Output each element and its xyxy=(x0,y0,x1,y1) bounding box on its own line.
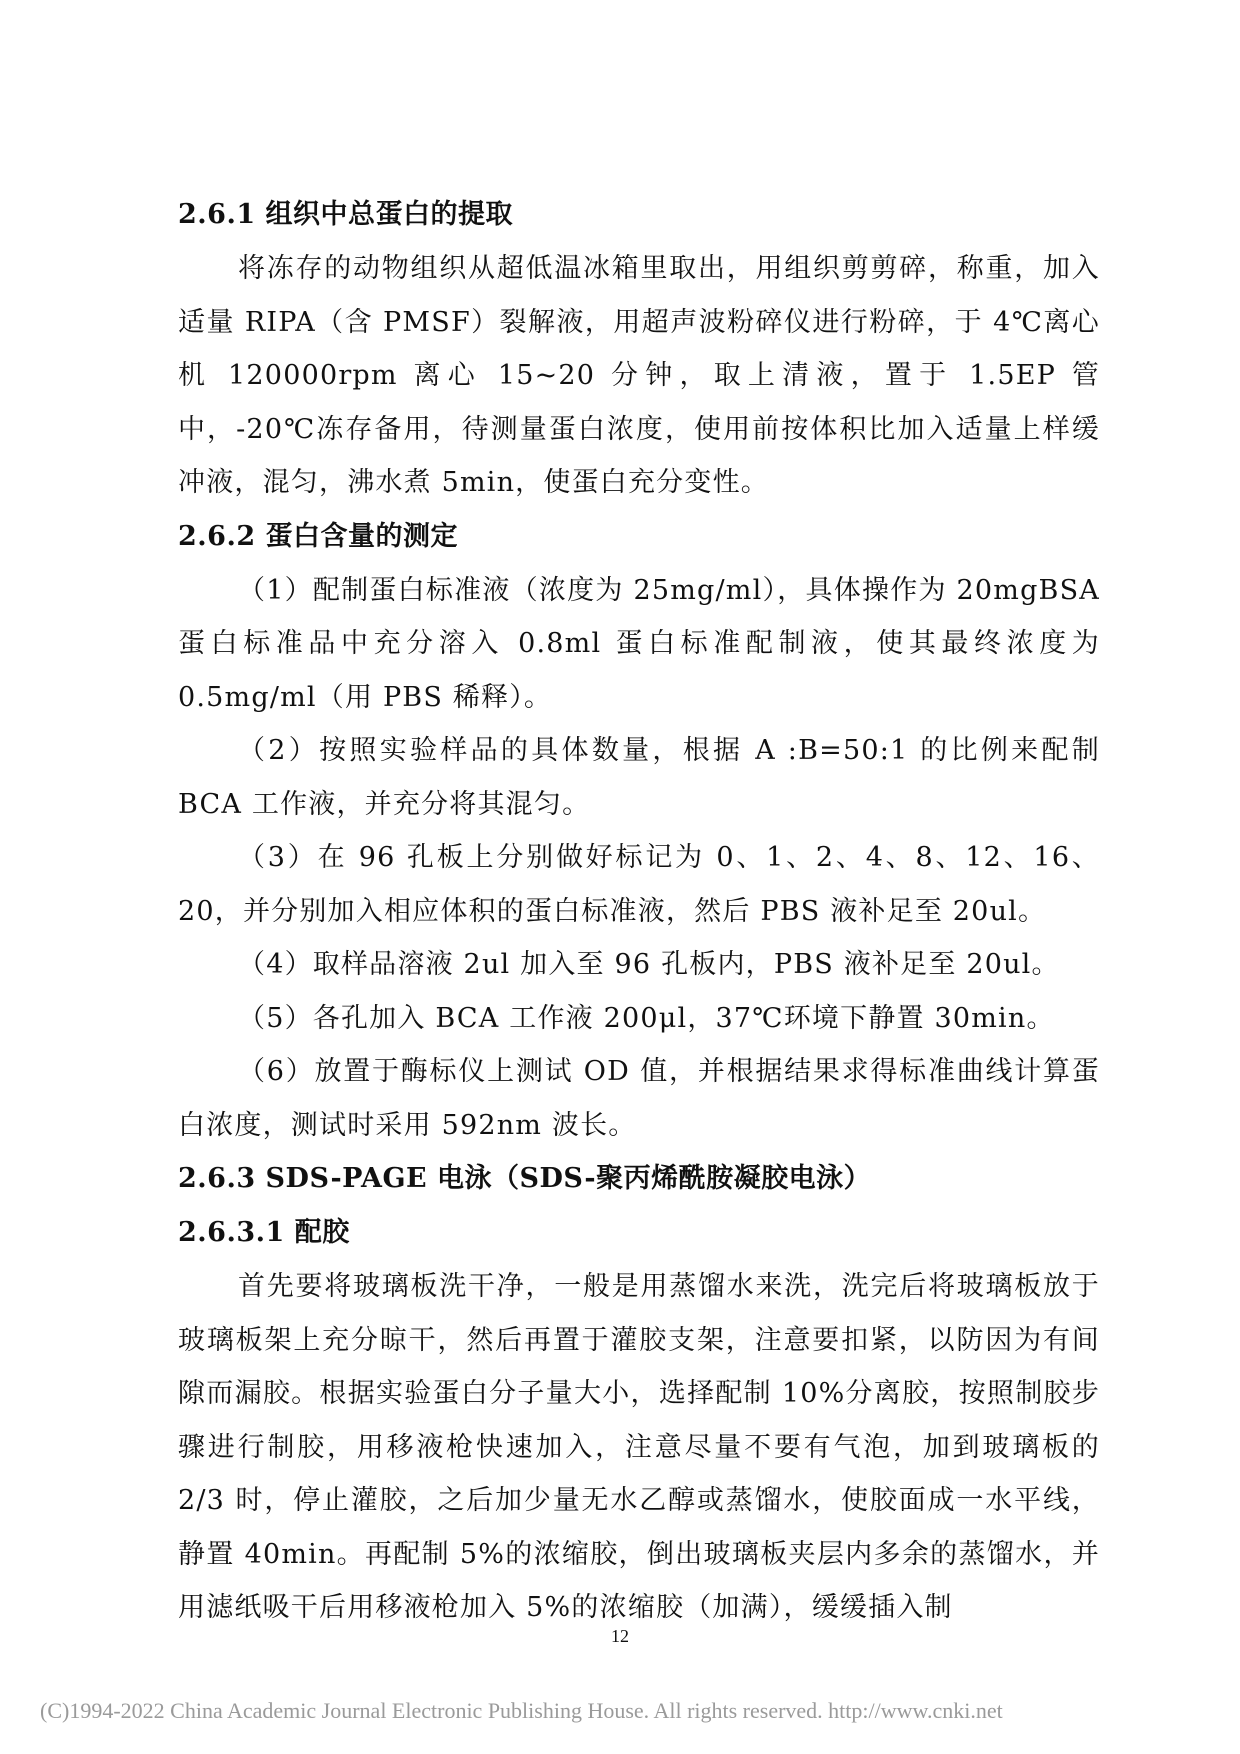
section-heading-2-6-3-1: 2.6.3.1 配胶 xyxy=(178,1217,350,1248)
section-heading-2-6-1: 2.6.1 组织中总蛋白的提取 xyxy=(178,199,514,230)
step-4-paragraph: （4）取样品溶液 2ul 加入至 96 孔板内，PBS 液补足至 20ul。 xyxy=(238,949,1060,980)
page-content xyxy=(178,188,1100,1635)
step-1-paragraph: （1）配制蛋白标准液（浓度为 25mg/ml），具体操作为 20mgBSA 蛋白标准品中充分溶入 0.8ml 蛋白标准配制液，使其最终浓度为 0.5mg/ml（用 PBS 稀释）。 xyxy=(178,574,1100,713)
paragraph-gel-preparation: 首先要将玻璃板洗干净，一般是用蒸馏水来洗，洗完后将玻璃板放于玻璃板架上充分晾干，然后再置于灌胶支架，注意要扣紧，以防因为有间隙而漏胶。根据实验蛋白分子量大小，选择配制 10%分离胶，按照制胶步骤进行制胶，用移液枪快速加入，注意尽量不要有气泡，加到玻璃板的 2/3 时，停止灌胶，之后加少量无水乙醇或蒸馏水，使胶面成一水平线，静置 40min。再配制 5%的浓缩胶，倒出玻璃板夹层内多余的蒸馏水，并用滤纸吸干后用移液枪加入 5%的浓缩胶（加满），缓缓插入制 xyxy=(178,1271,1100,1623)
step-5-paragraph: （5）各孔加入 BCA 工作液 200μl，37℃环境下静置 30min。 xyxy=(238,1002,1055,1034)
section-heading-2-6-3: 2.6.3 SDS-PAGE 电泳（SDS-聚丙烯酰胺凝胶电泳） xyxy=(178,1163,872,1194)
section-heading-2-6-2: 2.6.2 蛋白含量的测定 xyxy=(178,520,459,552)
page-number: 12 xyxy=(611,1626,629,1646)
paragraph-protein-extraction: 将冻存的动物组织从超低温冰箱里取出，用组织剪剪碎，称重，加入适量 RIPA（含 PMSF）裂解液，用超声波粉碎仪进行粉碎，于 4℃离心机 120000rpm 离心 15~20 分钟，取上清液，置于 1.5EP 管中，-20℃冻存备用，待测量蛋白浓度，使用前按体积比加入适量上样缓冲液，混匀，沸水煮 5min，使蛋白充分变性。 xyxy=(178,253,1100,498)
step-3-paragraph: （3）在 96 孔板上分别做好标记为 0、1、2、4、8、12、16、20，并分别加入相应体积的蛋白标准液，然后 PBS 液补足至 20ul。 xyxy=(178,842,1100,927)
copyright-footer: (C)1994-2022 China Academic Journal Electronic Publishing House. All rights reserved. http://www.cnki.net xyxy=(40,1698,1003,1723)
step-2-paragraph: （2）按照实验样品的具体数量，根据 A :B=50:1 的比例来配制 BCA 工作液，并充分将其混匀。 xyxy=(178,735,1100,820)
step-6-paragraph: （6）放置于酶标仪上测试 OD 值，并根据结果求得标准曲线计算蛋白浓度，测试时采用 592nm 波长。 xyxy=(178,1056,1100,1141)
